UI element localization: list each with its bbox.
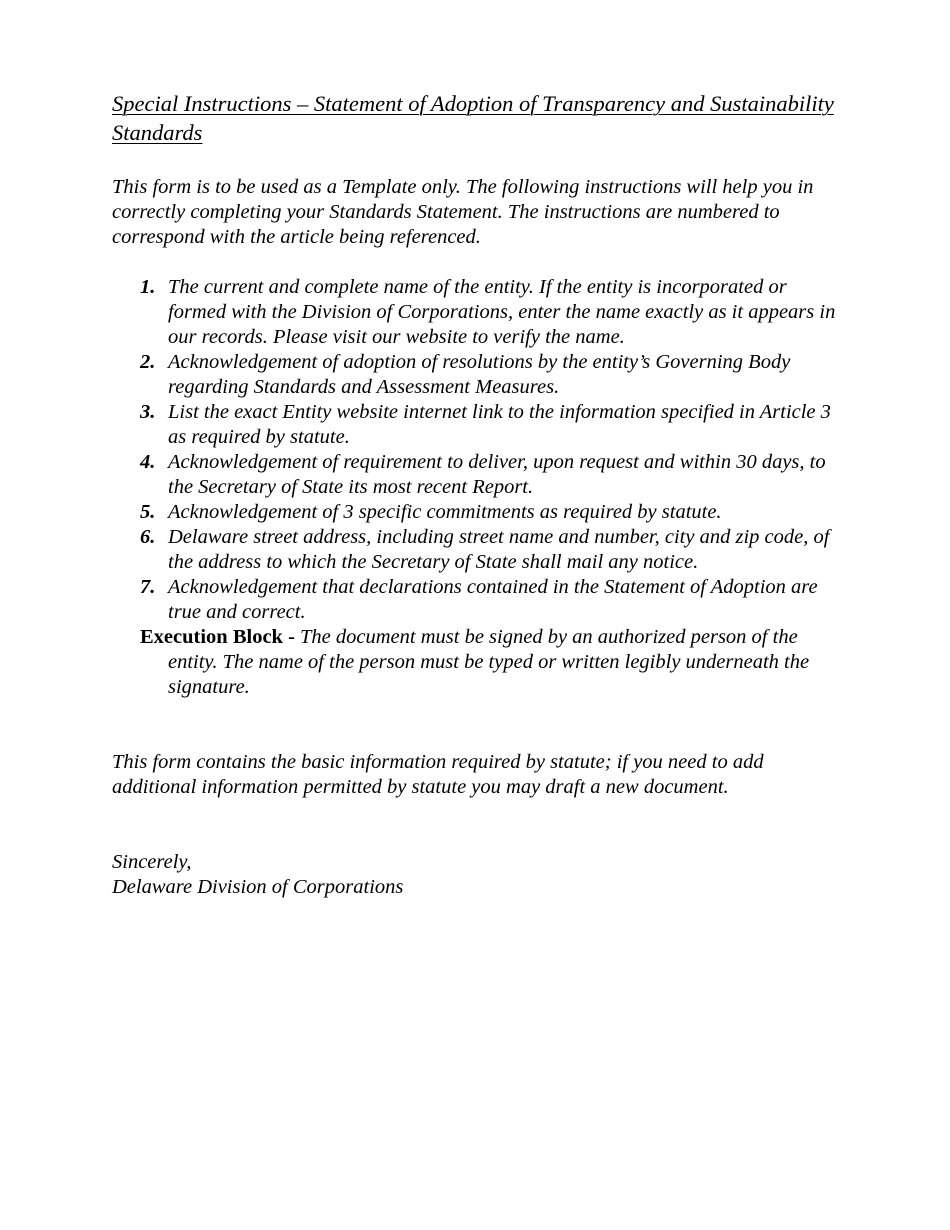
instruction-item-6 [112, 525, 844, 575]
instruction-number: 5. [140, 501, 156, 523]
instruction-item-7 [112, 575, 844, 625]
instruction-number: 7. [140, 576, 156, 598]
instruction-number: 1. [140, 276, 156, 298]
page-title: Special Instructions – Statement of Adoption of Transparency and Sustainability Standards [112, 91, 834, 145]
closing-note: This form contains the basic information required by statute; if you need to add additional information permitted by statute you may draft a new document. [112, 751, 764, 798]
salutation: Sincerely, [112, 851, 192, 873]
execution-block-label: Execution Block - [140, 626, 301, 648]
instruction-number: 4. [140, 451, 156, 473]
instruction-text: Acknowledgement of 3 specific commitments as required by statute. [168, 501, 722, 523]
signer-name: Delaware Division of Corporations [112, 876, 404, 898]
instruction-text: Acknowledgement of requirement to deliver, upon request and within 30 days, to the Secretary of State its most recent Report. [168, 451, 826, 498]
instruction-item-3 [112, 400, 844, 450]
instruction-text: Delaware street address, including street name and number, city and zip code, of the address to which the Secretary of State shall mail any notice. [168, 526, 830, 573]
instruction-number: 3. [140, 401, 156, 423]
instruction-item-5 [112, 500, 844, 525]
execution-block-text: The document must be signed by an authorized person of the entity. The name of the person must be typed or written legibly underneath the signature. [168, 626, 810, 698]
execution-block-instruction [112, 625, 844, 700]
instructions-list [112, 275, 844, 625]
instruction-item-2 [112, 350, 844, 400]
instruction-number: 6. [140, 526, 156, 548]
instruction-number: 2. [140, 351, 156, 373]
instruction-text: Acknowledgement of adoption of resolutions by the entity’s Governing Body regarding Standards and Assessment Measures. [168, 351, 791, 398]
instruction-item-4 [112, 450, 844, 500]
instruction-text: Acknowledgement that declarations contained in the Statement of Adoption are true and correct. [168, 576, 818, 623]
instruction-text: List the exact Entity website internet link to the information specified in Article 3 as required by statute. [168, 401, 831, 448]
instruction-text: The current and complete name of the entity. If the entity is incorporated or formed with the Division of Corporations, enter the name exactly as it appears in our records. Please visit our website to verify the name. [168, 276, 836, 348]
signoff [112, 850, 844, 900]
intro-paragraph: This form is to be used as a Template only. The following instructions will help you in correctly completing your Standards Statement. The instructions are numbered to correspond with the article being referenced. [112, 176, 814, 248]
document-page [112, 90, 844, 900]
instruction-item-1 [112, 275, 844, 350]
